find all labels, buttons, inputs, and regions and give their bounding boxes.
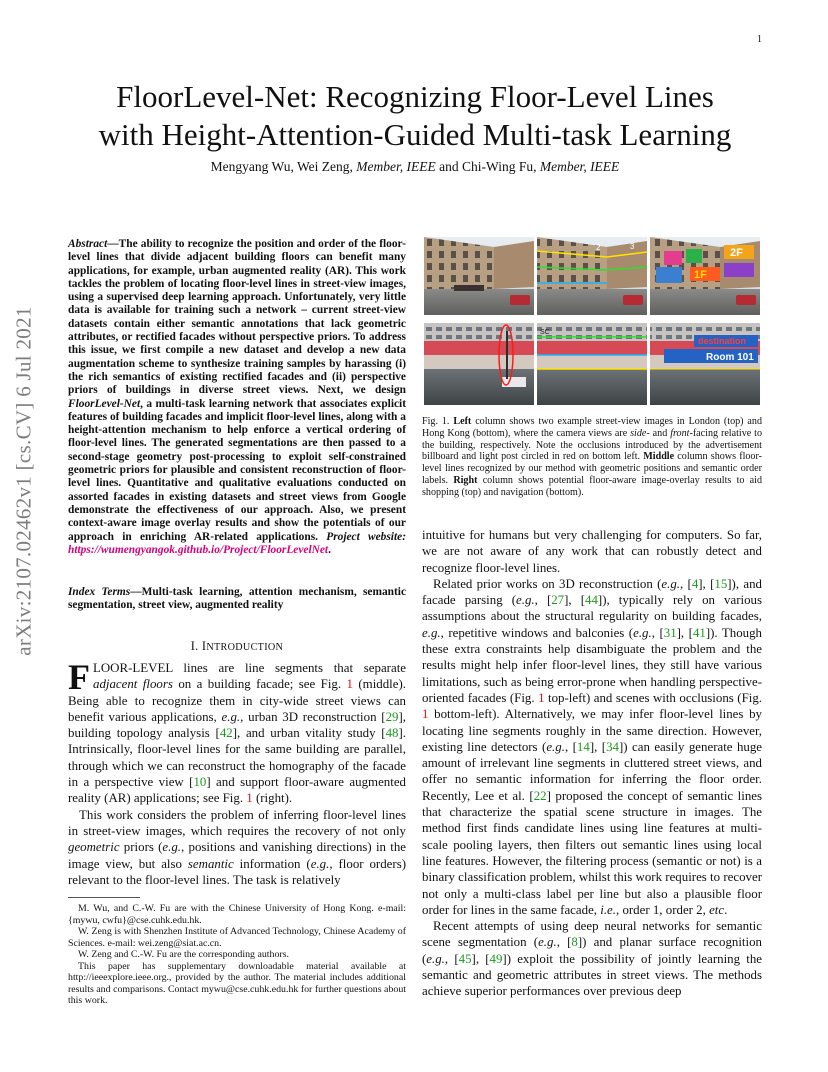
text-run: ]), typically rely on various assumptions about the structural regularity on building facades, (422, 593, 762, 624)
text-run: and (649, 427, 671, 439)
text-run: ] proposed the concept of semantic lines that characterize the spatial scene structure in images. The method first finds candidate lines using line features at multi-scale pooling layers, then filters out semantic lines using local line features. However, the filtering process (semantic or not) is a binary classification problem, whilst this work requires to recover not only a multi-class label per line but also a plausible floor order for lines in the same facade, (422, 788, 762, 917)
footnote-affiliation-2: W. Zeng is with Shenzhen Institute of Advanced Technology, Chinese Academy of Sciences. e-mail: wei.zeng@siat.ac.cn. (68, 926, 406, 949)
right-paragraph-3 (422, 918, 762, 999)
section-heading-introduction: I. INTRODUCTION (190, 639, 284, 653)
text-run: LOOR-LEVEL lines are line segments that separate (93, 661, 406, 675)
text-run: column shows two example street-view images in London (top) and Hong Kong (bottom), where the camera views are (422, 416, 762, 439)
text-run: , floor orders) relevant to the floor-level lines. The task is relatively (68, 856, 406, 887)
text-run: ]) can easily generate huge amount of irrelevant line segments in cluttered street views, and offer no semantic information for inferring the floor order. Recently, Lee et al. [ (422, 739, 763, 803)
text-run: (right). (252, 791, 293, 806)
intro-column (68, 657, 407, 888)
text-run: , urban 3D reconstruction [ (240, 709, 386, 724)
bold-run: Left (453, 416, 472, 427)
photo-london-floorlines (537, 237, 647, 315)
right-paragraph-2 (422, 576, 762, 918)
figure-ref-link[interactable]: 1 (346, 677, 353, 692)
text-run: , repetitive windows and balconies ( (440, 625, 634, 640)
italic-run: e.g. (546, 739, 565, 754)
italic-run: e.g. (310, 856, 330, 871)
text-run: ]. Intrinsically, floor-level lines for the same building are parallel, through which we can reconstruct the homography of the facade in a perspective view [ (68, 726, 407, 790)
text-run: , order 1, order 2, (616, 902, 710, 917)
text-run: ], building topology analysis [ (68, 709, 406, 741)
paper-title (70, 78, 760, 154)
author-list: Mengyang Wu, Wei Zeng, Member, IEEE and Chi-Wing Fu, Member, IEEE (210, 159, 620, 174)
photo-hongkong-floorlines (537, 323, 647, 405)
italic-run: e.g. (426, 951, 445, 966)
overlay-label-room-101: Room 101 (706, 352, 754, 363)
photo-hongkong-original (424, 323, 534, 405)
text-run: , [ (564, 739, 577, 754)
citation-link[interactable]: 29 (385, 709, 399, 724)
photo-hongkong-overlay (650, 323, 760, 405)
text-run: , positions and vanishing directions) in the image view, but also (68, 840, 406, 871)
text-run: ], [ (471, 951, 490, 966)
text-run: priors ( (119, 840, 163, 855)
svg-text:SC: SC (540, 329, 550, 336)
drop-cap: F (68, 657, 90, 697)
citation-link[interactable]: 4 (691, 576, 699, 591)
figure-1-caption (422, 416, 762, 499)
citation-link[interactable]: 15 (714, 576, 728, 591)
project-website-link[interactable]: https://wumengyangok.github.io/Project/FloorLevelNet (68, 543, 329, 556)
text-run: ], and urban vitality study [ (232, 726, 386, 741)
overlay-label-destination: destination (698, 336, 747, 346)
text-run: . (724, 902, 728, 917)
figure-1-image (424, 237, 760, 405)
text-run: , [ (556, 935, 572, 950)
italic-run: adjacent floors (93, 677, 173, 692)
text-run: ]) and planar surface recognition ( (422, 935, 762, 966)
text-run: ]) exploit the possibility of jointly learning the semantic and geometric attributes in street views. The methods achieve superior performances over previous deep (422, 951, 762, 999)
photo-london-original (424, 237, 534, 315)
overlay-label-2f: 2F (730, 247, 743, 259)
text-run: Fig. 1. (422, 416, 454, 427)
text-run: This work considers the problem of inferring floor-level lines in street-view images, which requires the recovery of not only (68, 807, 406, 838)
text-run: ], [ (676, 625, 693, 640)
citation-link[interactable]: 31 (663, 625, 677, 640)
figure-ref-link[interactable]: 1 (246, 791, 253, 806)
text-run: column shows potential floor-aware image-overlay results to aid shopping (top) and navigation (bottom). (422, 474, 763, 498)
title-line-1: FloorLevel-Net: Recognizing Floor-Level Lines (116, 79, 714, 114)
citation-link[interactable]: 10 (193, 775, 207, 790)
text-run: facing relative to the building, respectively. Note the occlusions introduced by the advertisement billboard and light post circled in red on bottom left. (422, 427, 762, 463)
footnote-rule (68, 897, 140, 898)
citation-link[interactable]: 34 (606, 739, 619, 754)
svg-text:3: 3 (630, 242, 635, 251)
italic-run: e.g. (422, 625, 441, 640)
right-paragraph-1 (422, 527, 762, 576)
page-number: 1 (757, 34, 762, 45)
overlay-label-1f: 1F (694, 269, 707, 281)
citation-link[interactable]: 48 (385, 726, 399, 741)
italic-run: e.g. (221, 709, 241, 724)
citation-link[interactable]: 8 (571, 935, 578, 950)
text-run: Related prior works on 3D reconstruction ( (433, 576, 662, 591)
bold-run: Right (453, 474, 478, 486)
text-run: Recent attempts of using deep neural networks for semantic scene segmentation ( (422, 919, 762, 950)
intro-paragraph-2 (68, 807, 406, 888)
text-run: ], [ (589, 739, 607, 754)
citation-link[interactable]: 49 (489, 951, 503, 966)
text-run: ]). Though these extra constraints help disambiguate the problem and the results might help infer floor-level lines, they still have various limitations, such as being error-prone when handling perspective-oriented facades (Fig. (422, 625, 762, 705)
text-run: column shows floor-level lines recognized by our method with geometric positions and semantic order labels. (422, 451, 762, 486)
italic-run: e.g. (633, 625, 652, 640)
italic-run: e.g. (538, 935, 557, 950)
text-run: bottom-left). Alternatively, we may infer floor-level lines by locating line segments roughly in the same direction. However, existing line detectors ( (422, 707, 762, 754)
index-terms: Index Terms—Multi-task learning, attention mechanism, semantic segmentation, street view, augmented reality (68, 586, 406, 612)
citation-link[interactable]: 27 (551, 593, 565, 608)
right-column (422, 527, 762, 1000)
svg-text:2: 2 (596, 243, 601, 252)
text-run: ]), and facade parsing ( (422, 576, 762, 608)
text-run: information ( (233, 856, 311, 871)
text-run: on a building facade; see Fig. (172, 677, 347, 692)
intro-paragraph-1 (68, 657, 407, 807)
citation-link[interactable]: 42 (219, 726, 233, 741)
footnote-corresponding: W. Zeng and C.-W. Fu are the corresponding authors. (78, 949, 289, 960)
figure-ref-link[interactable]: 1 (422, 707, 429, 722)
text-run: , [ (680, 576, 692, 591)
footnote-supplementary: This paper has supplementary downloadable material available at http://ieeexplore.ieee.org., provided by the author. The material includes additional results and comparisons. Contact mywu@cse.cuhk.edu.hk for further questions about this work. (68, 960, 406, 1006)
citation-link[interactable]: 45 (458, 951, 472, 966)
text-run: , [ (534, 593, 552, 608)
citation-link[interactable]: 44 (585, 593, 598, 608)
photo-london-overlay (650, 237, 760, 315)
abstract: Abstract—The ability to recognize the position and order of the floor-level lines that divide adjacent building floors can benefit many applications, for example, urban augmented reality (AR). This work tackles the problem of locating floor-level lines in street-view images, using a supervised deep learning approach. Unfortunately, very little data is available for training such a network – current street-view datasets contain either semantic annotations that lack geometric attributes, or rectified facades without perspective priors. To address this issue, we first compile a new dataset and develop a new data augmentation scheme to synthesize training samples by harassing (i) the rich semantics of existing rectified facades and (ii) perspective priors of buildings in diverse street views. Next, we design FloorLevel-Net, a multi-task learning network that associates explicit features of building facades and implicit floor-level lines, along with a height-attention mechanism to help enforce a vertical ordering of floor-level lines. The generated segmentations are then passed to a second-stage geometry post-processing to exploit self-constrained geometric priors for plausible and consistent reconstruction of floor-level lines. Quantitative and qualitative evaluations conducted on assorted facades in existing datasets and street views from Google demonstrate the effectiveness of our approach. Also, we present context-aware image overlay results and show the potentials of our approach in enriching AR-related applications. Project website: https://wumengyangok.github.io/Project/FloorLevelNet. (68, 238, 406, 556)
italic-run: e.g. (162, 840, 182, 855)
italic-run: e.g. (661, 576, 680, 591)
text-run: ] and support floor-aware augmented reality (AR) applications; see Fig. (68, 775, 406, 806)
figure-1 (424, 237, 760, 405)
citation-link[interactable]: 41 (692, 625, 706, 640)
bold-run: Middle (643, 451, 675, 463)
text-run: top-left) and scenes with occlusions (Fig. (544, 690, 762, 705)
text-run: intuitive for humans but very challenging for computers. So far, we are not aware of any work that can robustly detect and recognize floor-level lines. (422, 528, 762, 575)
footnote-affiliation-1: M. Wu, and C.-W. Fu are with the Chinese University of Hong Kong. e-mail: {mywu, cwfu}@cse.cuhk.edu.hk. (68, 903, 406, 926)
text-run: ], [ (564, 593, 586, 608)
text-run: ], [ (698, 576, 715, 591)
text-run: , [ (444, 951, 459, 966)
italic-run: geometric (68, 840, 120, 855)
italic-run: i.e. (600, 902, 616, 917)
italic-run: etc (709, 902, 725, 917)
arxiv-stamp: arXiv:2107.02462v1 [cs.CV] 6 Jul 2021 (11, 306, 36, 656)
citation-link[interactable]: 22 (533, 788, 547, 803)
title-line-2: with Height-Attention-Guided Multi-task Learning (98, 117, 732, 152)
italic-run: e.g. (516, 593, 535, 608)
italic-run: side- (630, 427, 650, 439)
citation-link[interactable]: 14 (576, 739, 590, 754)
figure-ref-link[interactable]: 1 (538, 690, 545, 705)
italic-run: front- (670, 427, 693, 439)
italic-run: semantic (187, 856, 234, 871)
text-run: (middle). Being able to recognize them in city-wide street views can benefit various applications, (68, 677, 406, 724)
text-run: , [ (651, 625, 664, 640)
footnotes (68, 903, 406, 1007)
